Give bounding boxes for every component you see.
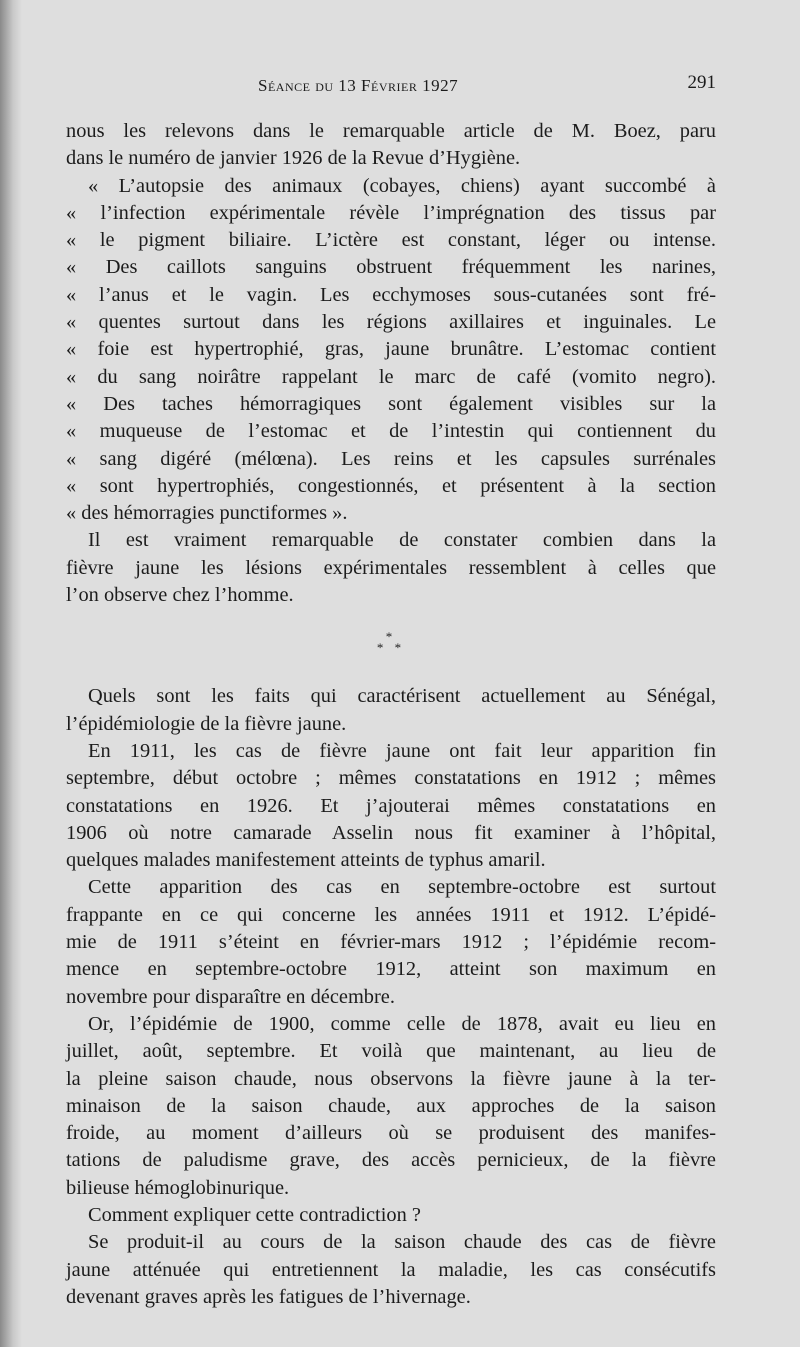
text-line: devenant graves après les fatigues de l’hivernage.	[66, 1285, 471, 1308]
text-line: Cette apparition des cas en septembre-octobre est surtout	[88, 876, 716, 899]
text-line: tations de paludisme grave, des accès pernicieux, de la fièvre	[66, 1149, 716, 1172]
text-line: Comment expliquer cette contradiction ?	[88, 1203, 421, 1226]
text-line: nous les relevons dans le remarquable article de M. Boez, paru	[66, 120, 716, 142]
text-line: jaune atténuée qui entretiennent la maladie, les cas consécutifs	[66, 1258, 716, 1281]
text-line: quelques malades manifestement atteints de typhus amaril.	[66, 849, 546, 872]
quote-line: « quentes surtout dans les régions axillaires et inguinales. Le	[66, 311, 716, 334]
quote-line: « Des caillots sanguins obstruent fréquemment les narines,	[66, 256, 716, 279]
running-head: Séance du 13 Février 1927	[258, 76, 459, 95]
quote-line: « muqueuse de l’estomac et de l’intestin qui contiennent du	[66, 420, 716, 443]
quote-line: « le pigment biliaire. L’ictère est constant, léger ou intense.	[66, 229, 716, 252]
quote-line: « des hémorragies punctiformes ».	[66, 502, 348, 525]
text-line: septembre, début octobre ; mêmes constatations en 1912 ; mêmes	[66, 767, 716, 790]
body-text	[66, 118, 716, 1311]
quote-line: « sang digéré (mélœna). Les reins et les capsules surrénales	[66, 447, 716, 470]
text-line: la pleine saison chaude, nous observons la fièvre jaune à la ter-	[66, 1067, 716, 1090]
text-line: juillet, août, septembre. Et voilà que maintenant, au lieu de	[66, 1040, 716, 1063]
text-line: dans le numéro de janvier 1926 de la Revue d’Hygiène.	[66, 147, 521, 170]
text-line: l’on observe chez l’homme.	[66, 584, 294, 607]
text-line: mence en septembre-octobre 1912, atteint son maximum en	[66, 958, 716, 981]
text-line: Se produit-il au cours de la saison chaude des cas de fièvre	[88, 1231, 716, 1254]
quote-line: « l’infection expérimentale révèle l’imprégnation des tissus par	[66, 201, 716, 224]
text-line: froide, au moment d’ailleurs où se produisent des manifes-	[66, 1122, 716, 1145]
binding-shadow	[0, 0, 22, 1347]
page-header	[66, 72, 716, 102]
text-line: bilieuse hémoglobinurique.	[66, 1176, 290, 1199]
text-line: novembre pour disparaître en décembre.	[66, 985, 395, 1008]
quote-line: « foie est hypertrophié, gras, jaune brunâtre. L’estomac contient	[66, 338, 716, 361]
quote-line: « Des taches hémorragiques sont également visibles sur la	[66, 392, 716, 415]
quote-line: « L’autopsie des animaux (cobayes, chiens) ayant succombé à	[88, 174, 716, 197]
asterism-top: *	[385, 629, 397, 645]
text-line: frappante en ce qui concerne les années 1911 et 1912. L’épidé-	[66, 903, 716, 926]
asterism-separator	[66, 629, 716, 656]
text-line: Il est vraiment remarquable de constater combien dans la	[88, 529, 716, 552]
text-line: 1906 où notre camarade Asselin nous fit examiner à l’hôpital,	[66, 821, 716, 844]
text-line: fièvre jaune les lésions expérimentales ressemblent à celles que	[66, 556, 716, 579]
text-line: En 1911, les cas de fièvre jaune ont fait leur apparition fin	[88, 739, 716, 762]
text-line: Or, l’épidémie de 1900, comme celle de 1878, avait eu lieu en	[88, 1012, 716, 1035]
asterism-bottom: * *	[376, 640, 406, 656]
text-line: mie de 1911 s’éteint en février-mars 1912 ; l’épidémie recom-	[66, 931, 716, 954]
text-line: constatations en 1926. Et j’ajouterai mêmes constatations en	[66, 794, 716, 817]
page-number: 291	[687, 72, 716, 93]
quote-line: « sont hypertrophiés, congestionnés, et présentent à la section	[66, 474, 716, 497]
text-line: Quels sont les faits qui caractérisent actuellement au Sénégal,	[88, 685, 716, 708]
text-line: l’épidémiologie de la fièvre jaune.	[66, 712, 347, 735]
text-line: minaison de la saison chaude, aux approches de la saison	[66, 1094, 716, 1117]
quote-line: « du sang noirâtre rappelant le marc de café (vomito negro).	[66, 365, 716, 388]
quote-line: « l’anus et le vagin. Les ecchymoses sous-cutanées sont fré-	[66, 283, 716, 306]
